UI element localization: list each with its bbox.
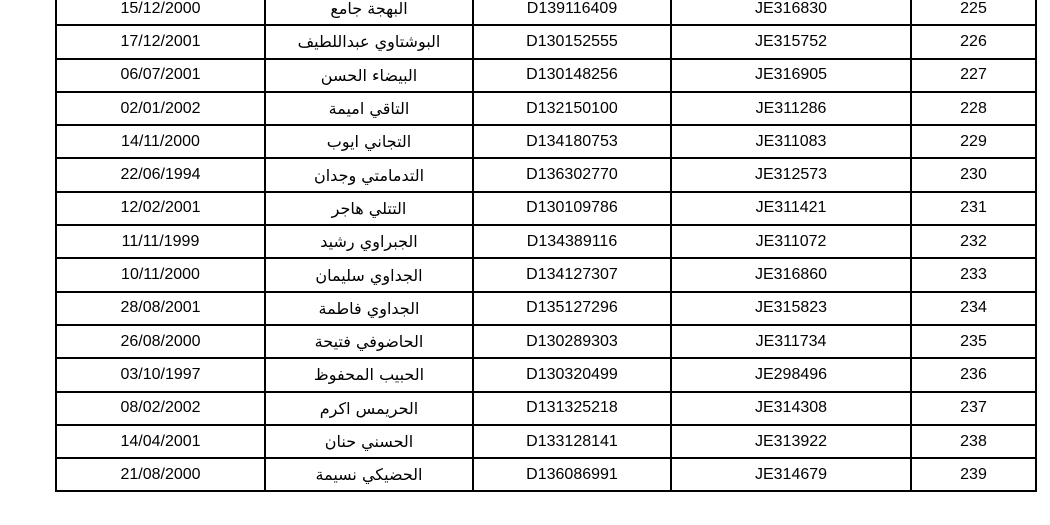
- birth-date-cell: 14/04/2001: [56, 425, 265, 458]
- row-number-cell: 239: [911, 458, 1036, 491]
- table-row: [56, 425, 1036, 458]
- row-number-cell: 236: [911, 358, 1036, 391]
- birth-date-cell: 14/11/2000: [56, 125, 265, 158]
- code-cell: JE311072: [671, 225, 911, 258]
- full-name-cell: الجبراوي رشيد: [265, 225, 473, 258]
- row-number-cell: 232: [911, 225, 1036, 258]
- id-number-cell: D136086991: [473, 458, 671, 491]
- birth-date-cell: 06/07/2001: [56, 59, 265, 92]
- full-name-cell: التاقي اميمة: [265, 92, 473, 125]
- id-number-cell: D134180753: [473, 125, 671, 158]
- table-row: [56, 458, 1036, 491]
- full-name-cell: الحضيكي نسيمة: [265, 458, 473, 491]
- id-number-cell: D134389116: [473, 225, 671, 258]
- id-number-cell: D135127296: [473, 292, 671, 325]
- full-name-cell: الحريمس اكرم: [265, 392, 473, 425]
- full-name-cell: البوشتاوي عبداللطيف: [265, 25, 473, 58]
- code-cell: JE311083: [671, 125, 911, 158]
- birth-date-cell: 10/11/2000: [56, 258, 265, 291]
- table-row: [56, 225, 1036, 258]
- table-row: [56, 325, 1036, 358]
- code-cell: JE314308: [671, 392, 911, 425]
- table-row: [56, 292, 1036, 325]
- row-number-cell: 225: [911, 0, 1036, 25]
- birth-date-cell: 17/12/2001: [56, 25, 265, 58]
- table-row: [56, 158, 1036, 191]
- full-name-cell: الجداوي سليمان: [265, 258, 473, 291]
- id-number-cell: D134127307: [473, 258, 671, 291]
- row-number-cell: 231: [911, 192, 1036, 225]
- id-number-cell: D139116409: [473, 0, 671, 25]
- code-cell: JE316860: [671, 258, 911, 291]
- records-table-body: [56, 0, 1036, 491]
- table-row: [56, 0, 1036, 25]
- row-number-cell: 238: [911, 425, 1036, 458]
- table-row: [56, 25, 1036, 58]
- code-cell: JE312573: [671, 158, 911, 191]
- row-number-cell: 230: [911, 158, 1036, 191]
- birth-date-cell: 02/01/2002: [56, 92, 265, 125]
- birth-date-cell: 15/12/2000: [56, 0, 265, 25]
- id-number-cell: D132150100: [473, 92, 671, 125]
- table-row: [56, 258, 1036, 291]
- code-cell: JE298496: [671, 358, 911, 391]
- code-cell: JE311286: [671, 92, 911, 125]
- table-row: [56, 59, 1036, 92]
- birth-date-cell: 28/08/2001: [56, 292, 265, 325]
- full-name-cell: الحسني حنان: [265, 425, 473, 458]
- code-cell: JE313922: [671, 425, 911, 458]
- code-cell: JE311421: [671, 192, 911, 225]
- table-row: [56, 192, 1036, 225]
- birth-date-cell: 12/02/2001: [56, 192, 265, 225]
- code-cell: JE314679: [671, 458, 911, 491]
- id-number-cell: D130152555: [473, 25, 671, 58]
- birth-date-cell: 03/10/1997: [56, 358, 265, 391]
- birth-date-cell: 26/08/2000: [56, 325, 265, 358]
- row-number-cell: 234: [911, 292, 1036, 325]
- code-cell: JE311734: [671, 325, 911, 358]
- row-number-cell: 227: [911, 59, 1036, 92]
- row-number-cell: 229: [911, 125, 1036, 158]
- id-number-cell: D130320499: [473, 358, 671, 391]
- birth-date-cell: 21/08/2000: [56, 458, 265, 491]
- id-number-cell: D133128141: [473, 425, 671, 458]
- row-number-cell: 228: [911, 92, 1036, 125]
- id-number-cell: D130289303: [473, 325, 671, 358]
- id-number-cell: D131325218: [473, 392, 671, 425]
- full-name-cell: التتلي هاجر: [265, 192, 473, 225]
- row-number-cell: 235: [911, 325, 1036, 358]
- code-cell: JE316830: [671, 0, 911, 25]
- full-name-cell: التجاني ايوب: [265, 125, 473, 158]
- birth-date-cell: 22/06/1994: [56, 158, 265, 191]
- full-name-cell: الحبيب المحفوظ: [265, 358, 473, 391]
- full-name-cell: البيضاء الحسن: [265, 59, 473, 92]
- id-number-cell: D130109786: [473, 192, 671, 225]
- row-number-cell: 226: [911, 25, 1036, 58]
- full-name-cell: التدمامتي وجدان: [265, 158, 473, 191]
- code-cell: JE316905: [671, 59, 911, 92]
- row-number-cell: 237: [911, 392, 1036, 425]
- id-number-cell: D136302770: [473, 158, 671, 191]
- full-name-cell: البهجة جامع: [265, 0, 473, 25]
- code-cell: JE315752: [671, 25, 911, 58]
- birth-date-cell: 08/02/2002: [56, 392, 265, 425]
- row-number-cell: 233: [911, 258, 1036, 291]
- table-row: [56, 358, 1036, 391]
- table-row: [56, 392, 1036, 425]
- full-name-cell: الحاضوفي فتيحة: [265, 325, 473, 358]
- birth-date-cell: 11/11/1999: [56, 225, 265, 258]
- code-cell: JE315823: [671, 292, 911, 325]
- table-row: [56, 125, 1036, 158]
- full-name-cell: الجداوي فاطمة: [265, 292, 473, 325]
- records-table: [55, 0, 1037, 492]
- id-number-cell: D130148256: [473, 59, 671, 92]
- table-row: [56, 92, 1036, 125]
